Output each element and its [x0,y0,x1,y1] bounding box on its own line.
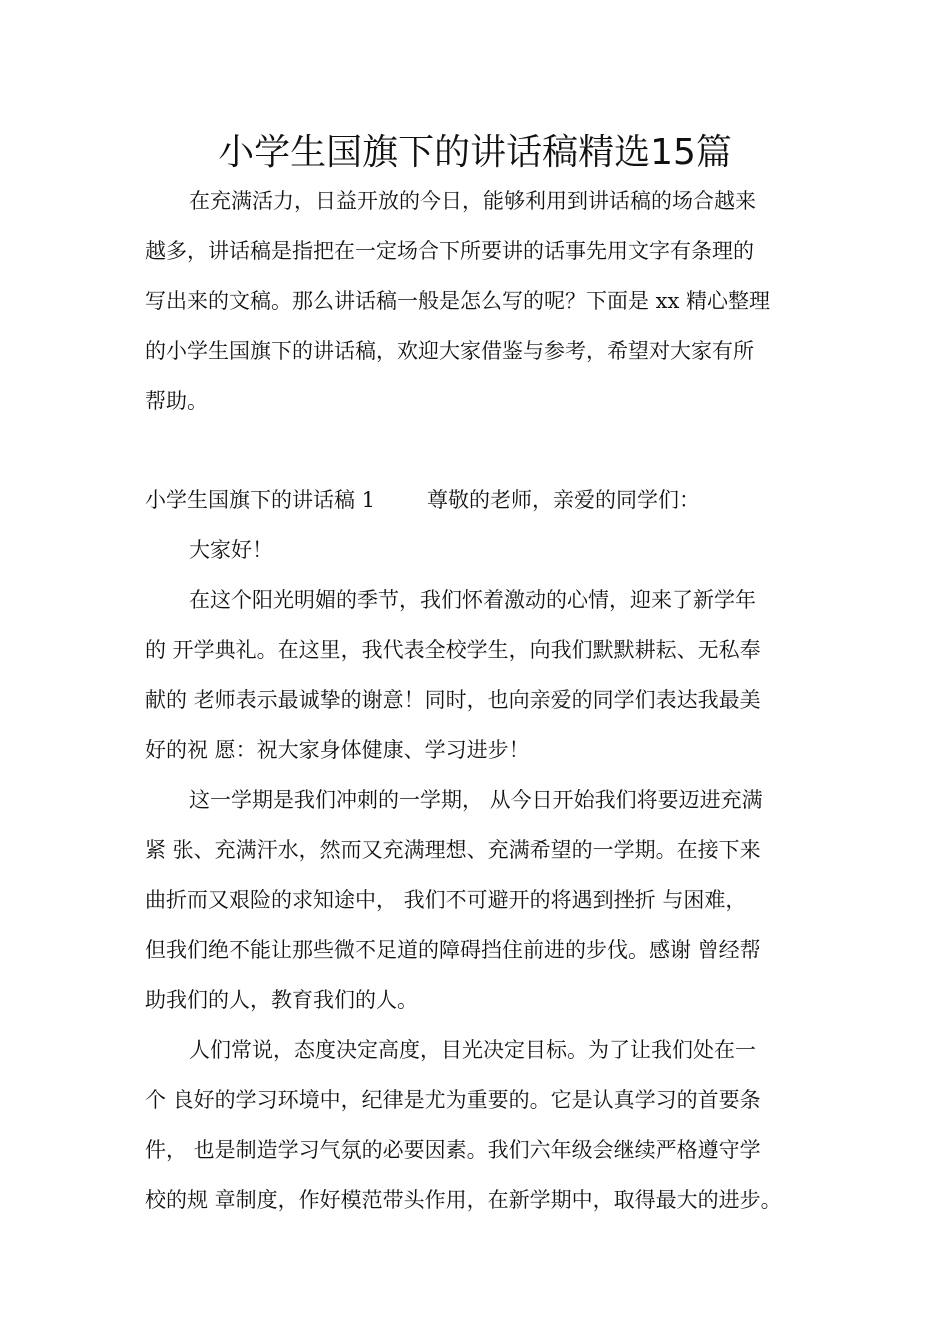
text-line: 件， 也是制造学习气氛的必要因素。我们六年级会继续严格遵守学 [145,1138,761,1162]
speech-body [145,475,815,1225]
text-line: 助我们的人，教育我们的人。 [145,988,418,1012]
text-line: 但我们绝不能让那些微不足道的障碍挡住前进的步伐。感谢 曾经帮 [145,938,761,962]
text-line: 校的规 章制度，作好模范带头作用，在新学期中，取得最大的进步。 [145,1188,782,1212]
greeting: 大家好！ [189,538,273,562]
document-title: 小学生国旗下的讲话稿精选15篇 [218,132,732,173]
text-line: 这一学期是我们冲刺的一学期， 从今日开始我们将要迈进充满 [189,788,763,812]
text-line: 个 良好的学习环境中，纪律是尤为重要的。它是认真学习的首要条 [145,1088,761,1112]
section-heading-line [145,475,815,525]
text-line: 越多，讲话稿是指把在一定场合下所要讲的话事先用文字有条理的 [145,239,754,263]
text-line: 在充满活力，日益开放的今日，能够利用到讲话稿的场合越来 [189,189,756,213]
text-line: 献的 老师表示最诚挚的谢意！同时，也向亲爱的同学们表达我最美 [145,688,761,712]
text-line: 的小学生国旗下的讲话稿，欢迎大家借鉴与参考，希望对大家有所 [145,339,754,363]
text-line: 帮助。 [145,389,208,413]
text-line: 写出来的文稿。那么讲话稿一般是怎么写的呢？下面是 xx 精心整理 [145,289,771,313]
text-line: 人们常说，态度决定高度，目光决定目标。为了让我们处在一 [189,1038,756,1062]
intro-paragraph [145,176,815,426]
salutation: 尊敬的老师，亲爱的同学们： [427,488,701,512]
text-line: 曲折而又艰险的求知途中， 我们不可避开的将遇到挫折 与困难， [145,888,747,912]
text-line: 的 开学典礼。在这里，我代表全校学生，向我们默默耕耘、无私奉 [145,638,761,662]
text-line: 好的祝 愿：祝大家身体健康、学习进步！ [145,738,530,762]
text-line: 紧 张、充满汗水，然而又充满理想、充满希望的一学期。在接下来 [145,838,761,862]
section-heading: 小学生国旗下的讲话稿 1 [145,488,376,512]
text-line: 在这个阳光明媚的季节，我们怀着激动的心情，迎来了新学年 [189,588,756,612]
